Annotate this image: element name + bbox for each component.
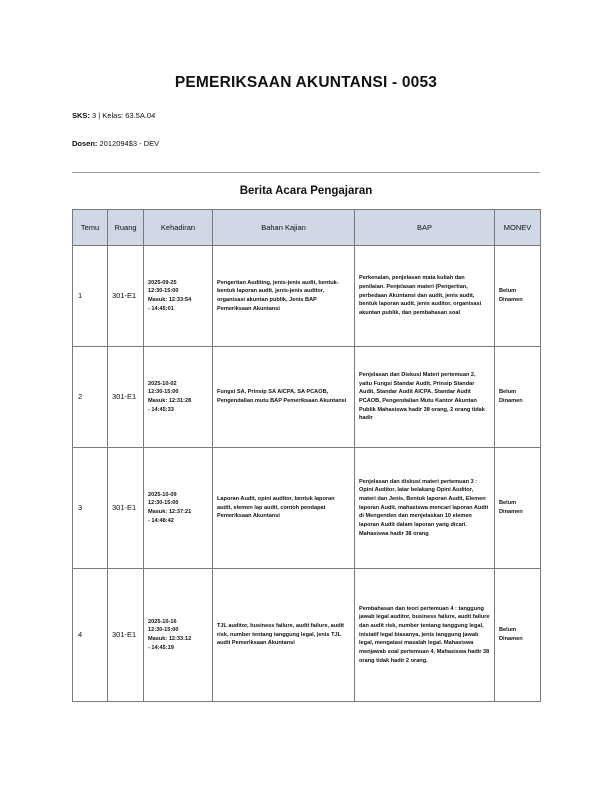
table-row [73,246,541,347]
sks-value: 3 | Kelas: 63.5A.04 [92,111,156,120]
table-row [73,347,541,448]
attendance-checkout: - 14:45:01 [148,305,174,312]
cell-kehadiran [144,569,213,702]
cell-kehadiran [144,448,213,569]
attendance-date: 2025-10-09 [148,491,177,498]
cell-ruang: 301-E1 [108,246,144,347]
cell-bahan-kajian: TJL auditor, business failure, audit failure, audit risk, number tentang tanggung legal, jenis TJL audit Pemeriksaan Akuntansi [213,569,355,702]
cell-temu: 1 [73,246,108,347]
attendance-date: 2025-10-02 [148,380,177,387]
lecturer-info [72,139,159,148]
col-header-kehadiran: Kehadiran [144,210,213,246]
attendance-checkin: Masuk: 12:33:12 [148,636,192,642]
col-header-bap: BAP [355,210,495,246]
cell-bap: Penjelasan dan Diskusi Materi pertemuan 2, yaitu Fungsi Standar Audit, Prinsip Standar Audit, Standar Audit AICPA, Standar Audit PCAOB, Pengendalian Mutu Kantor Akuntan Publik Mahasiswa hadir 38 orang, 2 orang tidak hadir [355,347,495,448]
attendance-schedule: 12:30-15:00 [148,288,179,295]
section-title: Berita Acara Pengajaran [239,185,373,197]
attendance-date: 2025-10-16 [148,618,177,625]
col-header-temu: Temu [73,210,108,246]
cell-temu: 2 [73,347,108,448]
cell-bahan-kajian: Fungsi SA, Prinsip SA AICPA, SA PCAOB, Pengendalian mutu BAP Pemeriksaan Akuntansi [213,347,355,448]
cell-bahan-kajian: Pengertian Auditing, jenis-jenis audit, bentuk-bentuk laporan audit, jenis-jenis auditor, organisasi akuntan publik, Jenis BAP Pemeriksaan Akuntansi [213,246,355,347]
cell-ruang: 301-E1 [108,347,144,448]
cell-monev: Belum Dinamen [495,246,541,347]
teaching-record-table [72,209,541,702]
cell-bahan-kajian: Laporan Audit, opini auditor, bentuk laporan audit, elemen lap audit, contoh pendapat Pemeriksaan Akuntansi [213,448,355,569]
divider [72,172,540,173]
col-header-monev: MONEV [495,210,541,246]
col-header-ruang: Ruang [108,210,144,246]
cell-monev: Belum Dinamen [495,347,541,448]
cell-monev: Belum Dinamen [495,569,541,702]
attendance-date: 2025-09-25 [148,279,177,286]
table-row [73,569,541,702]
cell-ruang: 301-E1 [108,569,144,702]
cell-kehadiran [144,246,213,347]
sks-class-info [72,111,155,120]
document-title: PEMERIKSAAN AKUNTANSI - 0053 [174,74,438,91]
cell-ruang: 301-E1 [108,448,144,569]
attendance-checkout: - 14:45:33 [148,406,174,413]
col-header-bahan-kajian: Bahan Kajian [213,210,355,246]
attendance-schedule: 12:30-15:00 [148,500,179,507]
cell-temu: 3 [73,448,108,569]
cell-kehadiran [144,347,213,448]
attendance-schedule: 12:30-15:00 [148,627,179,634]
cell-monev: Belum Dinamen [495,448,541,569]
table-header-row [73,210,541,246]
cell-bap: Pembahasan dan teori pertemuan 4 : tanggung jawab legal auditor, business failure, audit failure dan audit risk, number tentang tanggung legal, inisiatif legal biasanya, jenis tanggung jawab legal, mengatasi masalah legal. Mahasiswa menjawab soal pertemuan 4. Mahasiswa hadir 38 orang tidak hadir 2 orang. [355,569,495,702]
cell-bap: Penjelasan dan diskusi materi pertemuan 3 : Opini Auditor, latar belakang Opini Auditor, materi dan Jenis, Bentuk laporan Audit, Elemen laporan Audit, mahasiswa mencari laporan Audit di Mengenden dan menjelaskan 10 elemen laporan Audit dalam laporan yang dicari. Mahasiswa hadir 38 orang [355,448,495,569]
attendance-schedule: 12:30-15:00 [148,389,179,396]
attendance-checkout: - 14:45:19 [148,644,174,651]
attendance-checkout: - 14:48:42 [148,517,174,524]
table-row [73,448,541,569]
dosen-label: Dosen: [72,139,98,148]
sks-label: SKS: [72,111,90,120]
dosen-value: 2012094$3 - DEV [99,139,160,148]
attendance-checkin: Masuk: 12:31:28 [148,398,192,404]
cell-bap: Perkenalan, penjelasan mata kuliah dan penilaian. Penjelasan materi (Pengertian, perbedaan Akuntansi dan audit, jenis audit, bentuk laporan audit, jenis auditor, organisasi akuntan publik, dan pembahasan soal [355,246,495,347]
attendance-checkin: Masuk: 12:33:54 [148,297,192,303]
attendance-checkin: Masuk: 12:37:21 [148,509,192,515]
cell-temu: 4 [73,569,108,702]
